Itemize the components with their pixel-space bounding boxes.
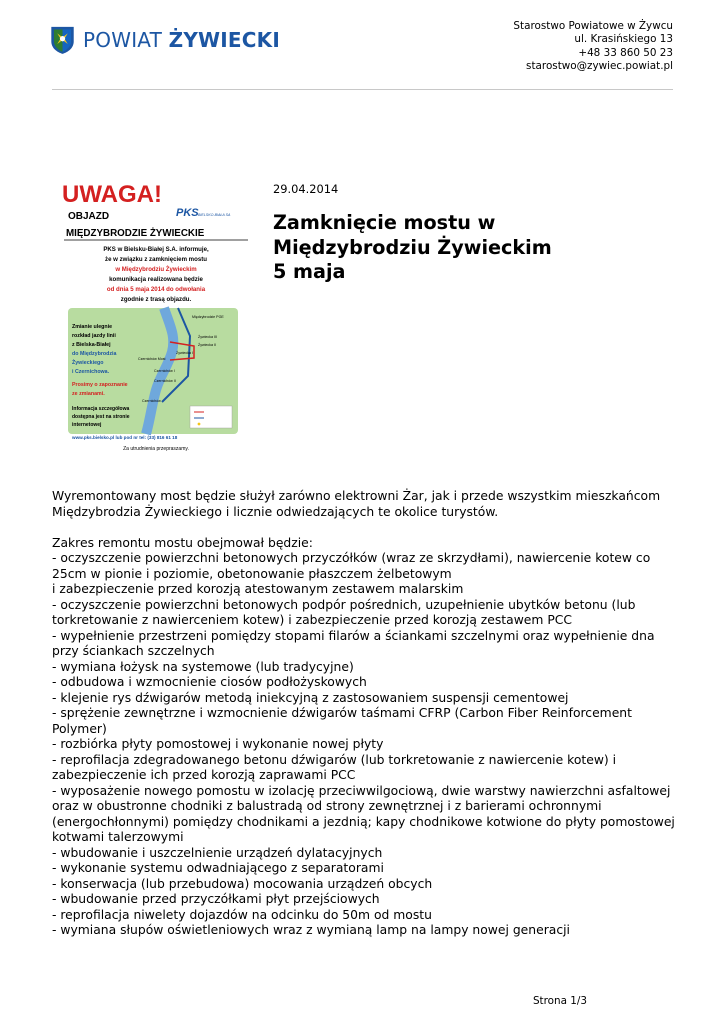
list-item: - rozbiórka płyty pomostowej i wykonanie nowej płyty: [52, 737, 384, 751]
map-info-3: internetowej: [72, 422, 102, 428]
poster-info-6: zgodnie z trasą objazdu.: [120, 296, 192, 303]
article-body: [52, 489, 676, 939]
poster-brand: PKS: [176, 207, 199, 219]
map-label-zyw1: Żywiecka I: [176, 351, 193, 355]
map-label-mpge: Międzybrodzie PGE: [192, 315, 224, 319]
logo-text-bold: ŻYWIECKI: [168, 28, 280, 52]
map-label-zyw3: Żywiecka III: [198, 335, 217, 339]
list-item: - oczyszczenie powierzchni betonowych przyczółków (wraz ze skrzydłami), nawiercenie kotew co 25cm w pionie i poziomie, obetonowanie płaszczem żelbetowym: [52, 551, 651, 581]
poster-line2: MIĘDZYBRODZIE ŻYWIECKIE: [66, 228, 205, 239]
list-item: - klejenie rys dźwigarów metodą iniekcyjną z zastosowaniem suspensji cementowej: [52, 690, 569, 705]
contact-phone: +48 33 860 50 23: [578, 46, 673, 59]
map-note-6: i Czernichowa.: [72, 369, 110, 375]
contact-info: [513, 20, 673, 74]
list-item: - wyposażenie nowego pomostu w izolację przeciwwilgociową, dwie warstwy nawierzchni asfaltowej oraz w obustronne chodniki z balustradą od strony zewnętrznej i z barierami ochronnymi (energochłonnymi) pomiędzy chodnikami a jezdnią; kapy chodnikowe kotwione do płyty pomostowej kotwami talerzowymi: [52, 783, 675, 844]
article-intro: Wyremontowany most będzie służył zarówno elektrowni Żar, jak i przede wszystkim mieszkańcom Międzybrodzia Żywieckiego i licznie odwiedzających te okolice turystów.: [52, 489, 661, 519]
list-item: - wbudowanie przed przyczółkami płyt przejściowych: [52, 892, 380, 906]
list-item: - konserwacja (lub przebudowa) mocowania urządzeń obcych: [52, 876, 433, 891]
list-item: - reprofilacja niwelety dojazdów na odcinku do 50m od mostu: [52, 907, 432, 922]
article-title: Zamknięcie mostu w Międzybrodziu Żywieckim 5 maja: [273, 211, 552, 283]
map-legend: [190, 406, 232, 428]
poster-info-1: PKS w Bielsku-Białej S.A. informuje,: [103, 246, 209, 253]
map-label-zyw2: Żywiecka II: [198, 343, 216, 347]
list-item: i zabezpieczenie przed korozją atestowanym zestawem malarskim: [52, 582, 464, 596]
list-item: - wykonanie systemu odwadniającego z separatorami: [52, 861, 384, 875]
map-note-3: z Bielska-Białej: [72, 342, 111, 348]
scope-heading: Zakres remontu mostu obejmował będzie:: [52, 535, 313, 550]
detour-poster-image: [58, 176, 254, 456]
poster-line1: OBJAZD: [68, 211, 110, 222]
list-item: - wymiana słupów oświetleniowych wraz z wymianą lamp na lampy nowej generacji: [52, 923, 570, 937]
logo-text: [83, 28, 280, 52]
powiat-logo[interactable]: [50, 16, 280, 64]
map-note-4: do Międzybrodzia: [72, 351, 117, 357]
map-note-2: rozkład jazdy linii: [72, 333, 116, 339]
poster-info-4: komunikacja realizowana będzie: [109, 276, 203, 283]
list-item: - sprężenie zewnętrzne i wzmocnienie dźwigarów taśmami CFRP (Carbon Fiber Reinforcement Polymer): [52, 706, 632, 736]
map-label-cz: Czernichów: [142, 399, 161, 403]
poster-brand-sub: BIELSKO-BIAŁA SA: [198, 213, 231, 217]
list-item: - wypełnienie przestrzeni pomiędzy stopami filarów a ściankami szczelnymi oraz wypełnienie dna przy ściankach szczelnych: [52, 628, 655, 658]
header-divider: [52, 89, 673, 90]
logo-text-light: POWIAT: [83, 28, 169, 52]
map-note-5: Żywieckiego: [72, 360, 104, 366]
map-label-czm: Czernichów Most: [138, 357, 166, 361]
map-note-red-2: ze zmianami.: [72, 391, 105, 397]
poster-info-3: w Międzybrodziu Żywieckim: [115, 266, 197, 273]
list-item: - wymiana łożysk na systemowe (lub tradycyjne): [52, 659, 354, 674]
list-item: - reprofilacja zdegradowanego betonu dźwigarów (lub torkretowanie z nawiercenie kotew) i zabezpieczenie ich przed korozją zaprawami PCC: [52, 752, 617, 782]
coat-of-arms-icon: [50, 18, 75, 62]
contact-office: Starostwo Powiatowe w Żywcu: [513, 20, 673, 32]
list-item: - wbudowanie i uszczelnienie urządzeń dylatacyjnych: [52, 845, 383, 860]
poster-website: www.pks.bielsko.pl lub pod nr tel: (33) 816 61 18: [72, 435, 178, 440]
poster-apology: Za utrudnienia przepraszamy.: [123, 446, 189, 452]
map-label-cz2: Czernichów II: [154, 379, 176, 383]
list-item: - odbudowa i wzmocnienie ciosów podłożyskowych: [52, 675, 367, 689]
map-info-2: dostępna jest na stronie: [72, 414, 130, 420]
map-info-1: Informacja szczegółowa: [72, 406, 130, 412]
poster-info-5: od dnia 5 maja 2014 do odwołania: [106, 286, 206, 293]
contact-email[interactable]: starostwo@zywiec.powiat.pl: [526, 60, 673, 73]
paragraph-gap: [52, 520, 676, 536]
map-note-red-1: Prosimy o zapoznanie: [72, 382, 128, 388]
article-date: 29.04.2014: [273, 182, 339, 196]
poster-info-2: że w związku z zamknięciem mostu: [105, 256, 207, 263]
list-item: - oczyszczenie powierzchni betonowych podpór pośrednich, uzupełnienie ubytków betonu (lub torkretowanie z nawierceniem kotew) i zabezpieczenie przed korozją zestawem PCC: [52, 597, 636, 627]
contact-address: ul. Krasińskiego 13: [574, 33, 673, 46]
page-number: Strona 1/3: [532, 995, 587, 1007]
map-label-cz1: Czernichów I: [154, 369, 175, 373]
poster-headline: UWAGA!: [62, 181, 162, 208]
map-note-1: Zmianie ulegnie: [72, 324, 113, 330]
